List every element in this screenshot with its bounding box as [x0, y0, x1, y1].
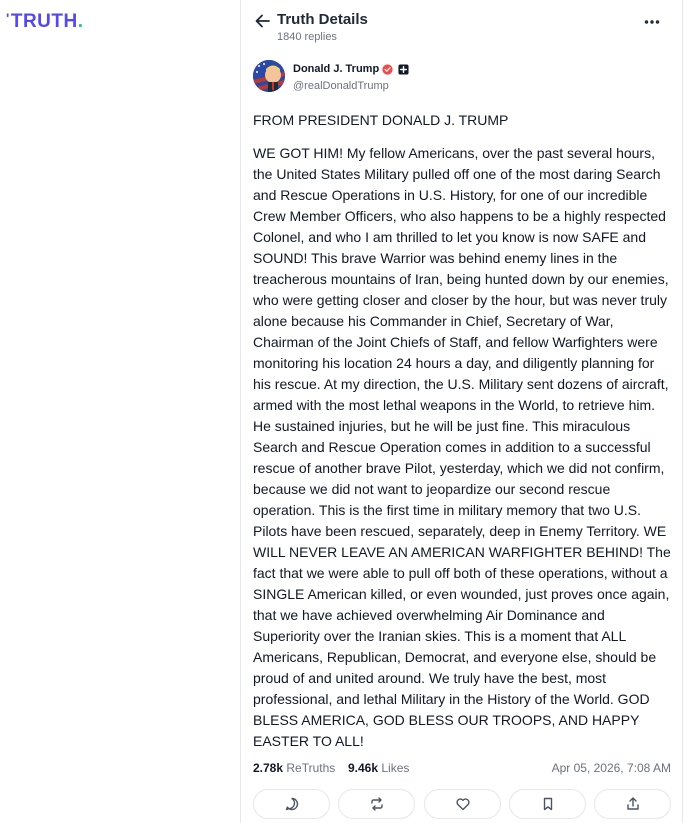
- more-horizontal-icon: [642, 12, 662, 32]
- author-handle[interactable]: @realDonaldTrump: [293, 80, 389, 92]
- page-title: Truth Details: [277, 11, 368, 28]
- reply-icon: [284, 796, 300, 812]
- logo-text: TRUTH: [10, 11, 78, 32]
- like-button[interactable]: [424, 789, 501, 819]
- back-button[interactable]: [253, 11, 273, 31]
- retruths-label: ReTruths: [286, 761, 336, 775]
- reply-button[interactable]: [253, 789, 330, 819]
- author-name-text: Donald J. Trump: [293, 63, 380, 75]
- post-actions: [253, 789, 673, 821]
- post-text: WE GOT HIM! My fellow Americans, over the past several hours, the United States Military pulled off one of the most daring Search and Rescue Operations in U.S. History, for one of our incredible Crew Member Officers, who also happens to be a highly respected Colonel, and who I am thrilled to let you know is now SAFE and SOUND! This brave Warrior was behind enemy lines in the treacherous mountains of Iran, being hunted down by our enemies, who were getting closer and closer by the hour, but was never truly alone because his Commander in Chief, Secretary of War, Chairman of the Joint Chiefs of Staff, and fellow Warfighters were monitoring his location 24 hours a day, and diligently planning for his rescue. At my direction, the U.S. Military sent dozens of aircraft, armed with the most lethal weapons in the World, to retrieve him. He sustained injuries, but he will be just fine. This miraculous Search and Rescue Operation comes in addition to a successful rescue of another brave Pilot, yesterday, which we did not confirm, because we did not want to jeopardize our second rescue operation. This is the first time in military memory that two U.S. Pilots have been rescued, separately, deep in Enemy Territory. WE WILL NEVER LEAVE AN AMERICAN WARFIGHTER BEHIND! The fact that we were able to pull off both of these operations, without a SINGLE American killed, or even wounded, just proves once again, that we have achieved overwhelming Air Dominance and Superiority over the Iranian skies. This is a moment that ALL Americans, Republican, Democrat, and everyone else, should be proud of and united around. We truly have the best, most professional, and lethal Military in the History of the World. GOD BLESS AMERICA, GOD BLESS OUR TROOPS, AND HAPPY EASTER TO ALL!: [253, 145, 671, 749]
- likes-stat[interactable]: [348, 761, 409, 775]
- avatar-image-icon: [253, 60, 285, 92]
- reply-count: 1840 replies: [277, 31, 337, 43]
- truth-logo[interactable]: [6, 11, 84, 33]
- retruths-stat[interactable]: [253, 761, 335, 775]
- bookmark-icon: [540, 796, 556, 812]
- arrow-left-icon: [253, 11, 273, 31]
- likes-count: 9.46k: [348, 761, 379, 775]
- likes-label: Likes: [381, 761, 410, 775]
- logo-dot: .: [77, 11, 84, 32]
- share-button[interactable]: [594, 789, 671, 819]
- bookmark-button[interactable]: [509, 789, 586, 819]
- post-detail-column: [240, 0, 683, 823]
- retruth-icon: [369, 796, 385, 812]
- post-stats: [253, 761, 671, 779]
- avatar[interactable]: [253, 60, 285, 92]
- post-timestamp: Apr 05, 2026, 7:08 AM: [551, 761, 671, 775]
- page-header: [241, 0, 682, 50]
- post-content: [253, 110, 671, 752]
- verified-badge-icon: [382, 64, 393, 75]
- share-icon: [625, 796, 641, 812]
- post-author: [241, 58, 682, 106]
- heart-icon: [455, 796, 471, 812]
- post-heading: FROM PRESIDENT DONALD J. TRUMP: [253, 112, 509, 128]
- logo-mark-icon: ': [6, 10, 10, 26]
- retruths-count: 2.78k: [253, 761, 284, 775]
- retruth-button[interactable]: [338, 789, 415, 819]
- more-options-button[interactable]: [642, 12, 662, 32]
- premium-badge-icon: [398, 64, 409, 75]
- author-name[interactable]: [293, 63, 409, 75]
